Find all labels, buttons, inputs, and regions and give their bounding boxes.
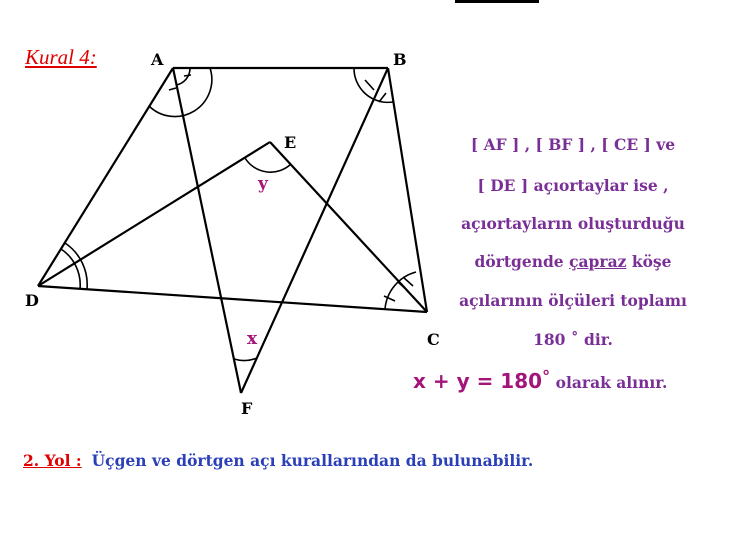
- point-label-e: E: [284, 133, 297, 152]
- point-label-f: F: [241, 399, 253, 418]
- angle-mark-a2: [169, 88, 176, 90]
- rule-line-4-end: köşe: [631, 252, 672, 271]
- point-label-b: B: [393, 50, 407, 69]
- angle-mark-b2: [379, 93, 386, 102]
- formula-degree: °: [542, 367, 551, 386]
- side-cd: [38, 286, 427, 312]
- angle-mark-c2: [403, 277, 413, 286]
- rule-line-3: açıortayların oluşturduğu: [461, 214, 685, 233]
- rule-line-4: [420, 252, 726, 271]
- rule-emphasis-capraz: çapraz: [569, 252, 627, 271]
- rule-line-6: 180 ˚ dir.: [533, 330, 613, 349]
- method-text: Üçgen ve dörtgen açı kurallarından da bulunabilir.: [91, 451, 534, 470]
- formula-equation: x + y = 180: [413, 369, 543, 393]
- formula-note: olarak alınır.: [555, 373, 668, 392]
- side-da: [38, 68, 173, 286]
- bisector-de: [38, 142, 270, 286]
- angle-arc-f: [234, 358, 257, 360]
- alternative-method: [23, 451, 533, 470]
- angle-mark-a1: [184, 75, 191, 76]
- angle-arc-a-inner: [176, 68, 190, 85]
- rule-title: Kural 4:: [25, 45, 97, 69]
- rule-line-4-start: dörtgende: [474, 252, 564, 271]
- bisector-af: [173, 68, 241, 393]
- angle-label-x: x: [247, 329, 258, 349]
- rule-line-2: [ DE ] açıortaylar ise ,: [477, 176, 669, 195]
- rule-line-5: açılarının ölçüleri toplamı: [459, 291, 687, 310]
- angle-mark-c1: [398, 282, 408, 291]
- angle-label-y: y: [258, 174, 268, 194]
- angle-arc-e: [245, 158, 291, 172]
- method-label: 2. Yol :: [23, 451, 82, 470]
- rule-line-1: [ AF ] , [ BF ] , [ CE ] ve: [470, 135, 676, 154]
- point-label-c: C: [427, 330, 440, 349]
- point-label-d: D: [25, 291, 39, 310]
- formula: [413, 367, 667, 393]
- bisector-bf: [241, 68, 388, 393]
- angle-arc-c: [385, 272, 416, 309]
- angle-arc-b: [354, 68, 393, 102]
- angle-mark-b1: [365, 80, 374, 90]
- point-label-a: A: [151, 50, 164, 69]
- angle-mark-c3: [384, 296, 395, 301]
